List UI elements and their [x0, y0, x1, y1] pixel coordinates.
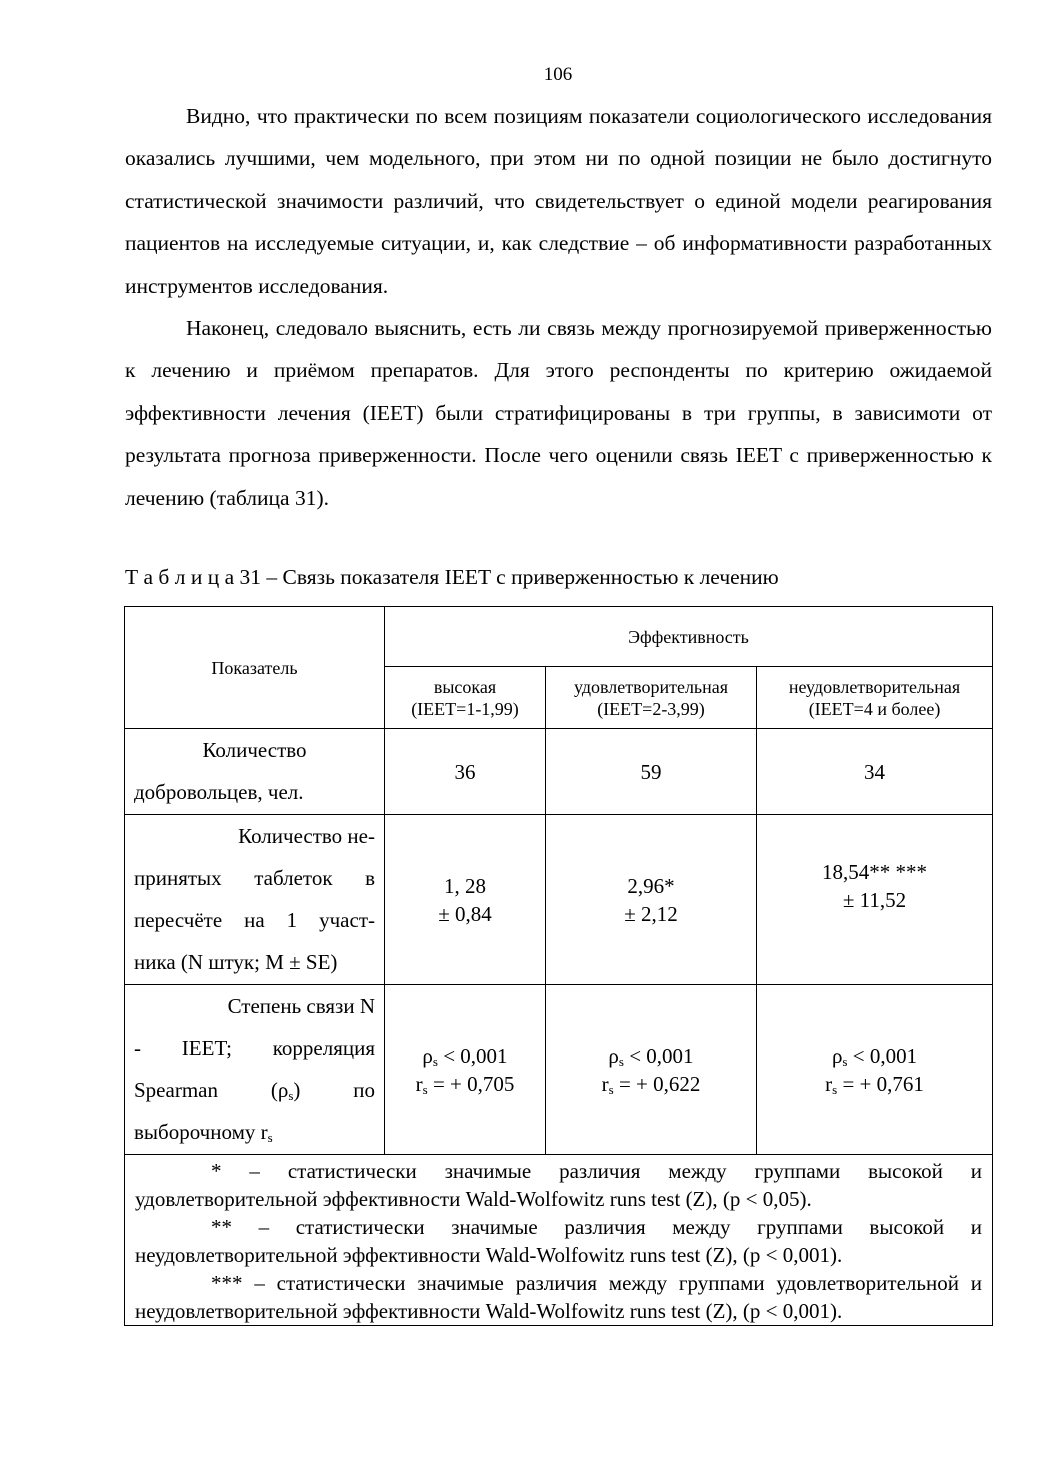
table-row [125, 815, 993, 985]
cell-correlation-high [385, 985, 546, 1155]
page-number: 106 [543, 64, 573, 85]
value-se: ± 2,12 [624, 901, 678, 926]
label-line: - IEET; корреляция [134, 1036, 375, 1060]
rho-value: $\rho_s < 0,001$ [608, 1043, 694, 1069]
row-label-correlation [125, 985, 385, 1155]
column-header-satisfactory [546, 667, 757, 729]
label-word: по [353, 1078, 375, 1102]
r-value: $r_s$ = + 0,622 [601, 1071, 701, 1097]
cell-missed-pills-unsatisfactory [757, 815, 993, 985]
column-name: удовлетворительная [573, 676, 729, 697]
label-line: Количество не- [238, 824, 375, 848]
cell-correlation-satisfactory [546, 985, 757, 1155]
label-line: выборочному $r_s$ [134, 1120, 273, 1145]
label-line [134, 1069, 375, 1111]
label-line: Количество [202, 738, 307, 762]
value-mean: 18,54** *** [822, 860, 927, 884]
data-table [124, 606, 993, 1326]
paragraph-1: Видно, что практически по всем позициям показатели социологического исследования оказались лучшими, чем модельного, при этом ни по одной позиции не было достигнуто статистической значимости различий, что свидетельствует о единой модели реагирования пациентов на исследуемые ситуации, и, как следствие – об информативности разработанных инструментов исследования. [125, 104, 992, 298]
column-range: (IEET=4 и более) [808, 698, 941, 719]
column-name: неудовлетворительная [788, 676, 961, 697]
value-se: ± 11,52 [842, 888, 907, 912]
table-notes [125, 1155, 993, 1326]
r-value: $r_s$ = + 0,705 [415, 1071, 515, 1097]
column-header-high [385, 667, 546, 729]
note-1: * – статистически значимые различия между группами высокой и удовлетворительной эффективности Wald-Wolfowitz runs test (Z), (p < 0,05). [135, 1159, 983, 1211]
label-line: Степень связи N [227, 994, 375, 1018]
column-name: высокая [433, 676, 497, 697]
note-2: ** – статистически значимые различия между группами высокой и неудовлетворительной эффективности Wald-Wolfowitz runs test (Z), (p < 0,001). [135, 1215, 983, 1267]
value-mean: 2,96* [627, 873, 675, 898]
value-mean: 1, 28 [444, 873, 486, 898]
rho-value: $\rho_s < 0,001$ [422, 1043, 508, 1069]
table-caption: Т а б л и ц а 31 – Связь показателя IEET с приверженностью к лечению [125, 565, 779, 589]
table-row [125, 729, 993, 815]
table-notes-row [125, 1155, 993, 1326]
cell-missed-pills-high [385, 815, 546, 985]
cell-missed-pills-satisfactory [546, 815, 757, 985]
label-line: ника (N штук; M ± SE) [134, 950, 338, 974]
column-range: (IEET=1-1,99) [411, 698, 519, 719]
row-label-missed-pills [125, 815, 385, 985]
label-word: Spearman [134, 1078, 218, 1102]
note-3: *** – статистически значимые различия между группами удовлетворительной и неудовлетворительной эффективности Wald-Wolfowitz runs test (Z), (p < 0,001). [135, 1271, 983, 1323]
table-row [125, 985, 993, 1155]
paragraph-2: Наконец, следовало выяснить, есть ли связь между прогнозируемой приверженностью к лечению и приёмом препаратов. Для этого респонденты по критерию ожидаемой эффективности лечения (IEET) были стратифицированы в три группы, в зависимоти от результата прогноза приверженности. После чего оценили связь IEET с приверженностью к лечению (таблица 31). [125, 316, 992, 510]
row-label-volunteers [125, 729, 385, 815]
body-text [125, 95, 992, 519]
label-line: принятых таблеток в [134, 866, 375, 890]
label-word: $(\rho_s)$ [270, 1078, 301, 1103]
cell-volunteers-high: 36 [385, 729, 546, 815]
cell-correlation-unsatisfactory [757, 985, 993, 1155]
header-indicator: Показатель [125, 607, 385, 729]
label-line: пересчёте на 1 участ- [134, 908, 375, 932]
column-header-unsatisfactory [757, 667, 993, 729]
column-range: (IEET=2-3,99) [597, 698, 705, 719]
cell-volunteers-unsatisfactory: 34 [757, 729, 993, 815]
rho-value: $\rho_s < 0,001$ [831, 1043, 918, 1069]
label-line: добровольцев, чел. [134, 780, 304, 804]
r-value: $r_s$ = + 0,761 [825, 1071, 924, 1097]
cell-volunteers-satisfactory: 59 [546, 729, 757, 815]
value-se: ± 0,84 [438, 901, 492, 926]
header-group: Эффективность [385, 607, 993, 667]
